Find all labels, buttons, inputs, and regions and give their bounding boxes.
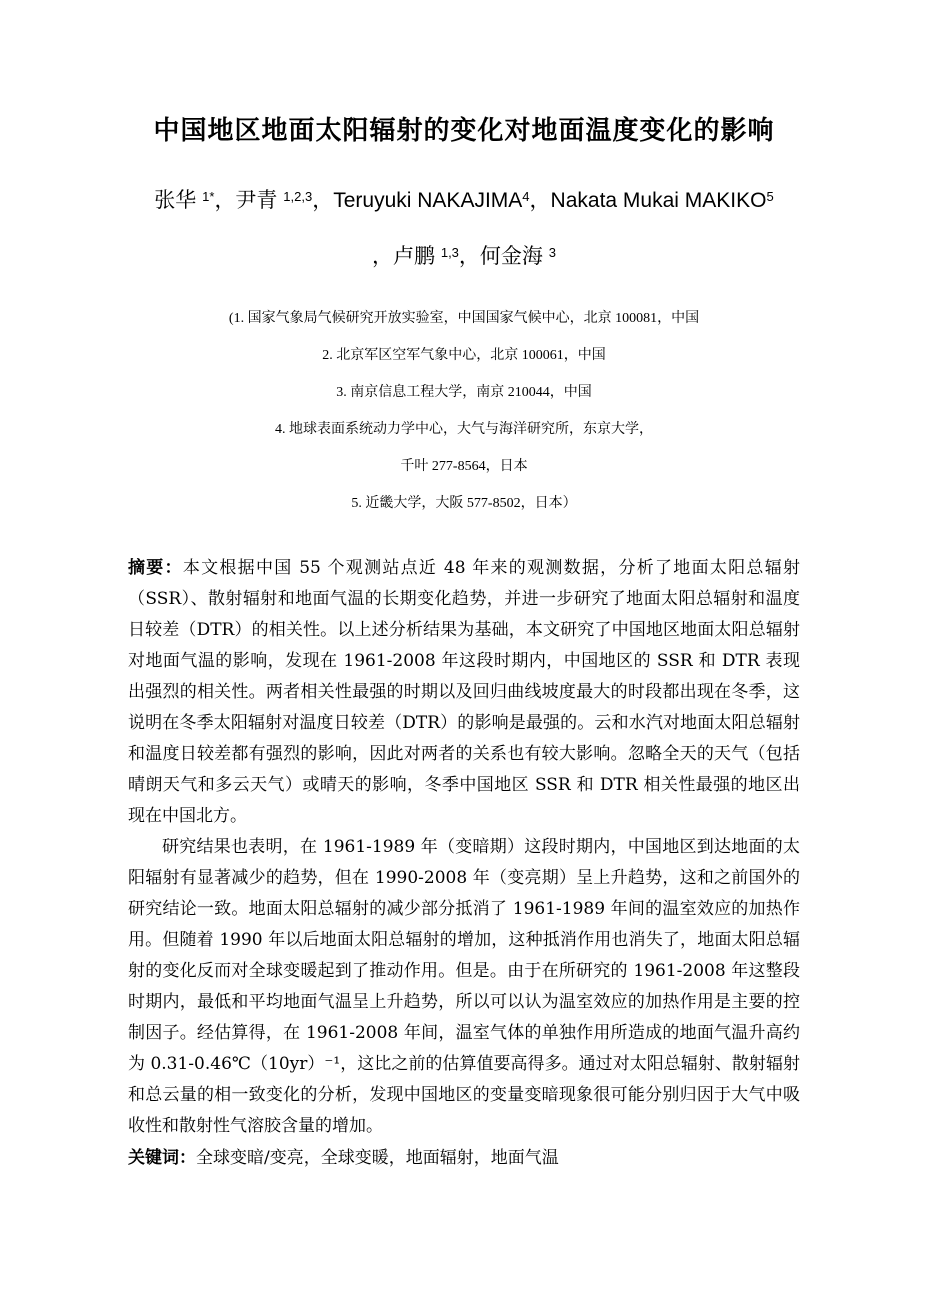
abstract-block: [128, 552, 800, 1174]
abstract-text-1: 本文根据中国 55 个观测站点近 48 年来的观测数据，分析了地面太阳总辐射（SSR）、散射辐射和地面气温的长期变化趋势，并进一步研究了地面太阳总辐射和温度日较差（DTR）的相关性。以上述分析结果为基础，本文研究了中国地区地面太阳总辐射对地面气温的影响，发现在 1961-2008 年这段时期内，中国地区的 SSR 和 DTR 表现出强烈的相关性。两者相关性最强的时期以及回归曲线坡度最大的时段都出现在冬季，这说明在冬季太阳辐射对温度日较差（DTR）的影响是最强的。云和水汽对地面太阳总辐射和温度日较差都有强烈的影响，因此对两者的关系也有较大影响。忽略全天的天气（包括晴朗天气和多云天气）或晴天的影响，冬季中国地区 SSR 和 DTR 相关性最强的地区出现在中国北方。: [128, 558, 800, 826]
author-name: ，卢鹏: [371, 245, 441, 268]
author-segment: [459, 245, 556, 268]
affiliation-line: (1. 国家气象局气候研究开放实验室，中国国家气候中心，北京 100081，中国: [228, 311, 700, 326]
affiliation-line: 3. 南京信息工程大学，南京 210044，中国: [336, 385, 592, 400]
author-segment: [312, 189, 529, 212]
author-superscript: 1,3: [440, 244, 459, 260]
authors-line-2: [128, 242, 800, 274]
affiliation-line: 5. 近畿大学，大阪 577-8502，日本）: [351, 496, 577, 511]
document-content: [128, 112, 800, 1174]
author-name: ，何金海: [458, 245, 549, 268]
authors-line-1: [128, 186, 800, 218]
author-superscript: 4: [522, 188, 530, 204]
affiliation-line: 千叶 277-8564，日本: [400, 459, 528, 474]
author-name: 张华: [154, 189, 203, 212]
keywords-label: 关键词：: [128, 1148, 196, 1167]
author-superscript: 1,2,3: [283, 188, 313, 204]
abstract-paragraph-2: 研究结果也表明，在 1961-1989 年（变暗期）这段时期内，中国地区到达地面的太阳辐射有显著减少的趋势，但在 1990-2008 年（变亮期）呈上升趋势，这和之前国外的研究结论一致。地面太阳总辐射的减少部分抵消了 1961-1989 年间的温室效应的加热作用。但随着 1990 年以后地面太阳总辐射的增加，这种抵消作用也消失了，地面太阳总辐射的变化反而对全球变暖起到了推动作用。但是。由于在所研究的 1961-2008 年这整段时期内，最低和平均地面气温呈上升趋势，所以可以认为温室效应的加热作用是主要的控制因子。经估算得，在 1961-2008 年间，温室气体的单独作用所造成的地面气温升高约为 0.31-0.46℃（10yr）⁻¹，这比之前的估算值要高得多。通过对太阳总辐射、散射辐射和总云量的相一致变化的分析，发现中国地区的变量变暗现象很可能分别归因于大气中吸收性和散射性气溶胶含量的增加。: [128, 837, 800, 1136]
author-segment: [530, 189, 774, 212]
affiliation-line: 2. 北京军区空军气象中心，北京 100061，中国: [322, 348, 606, 363]
keywords-line: [128, 1142, 800, 1174]
author-segment: [372, 245, 459, 268]
affiliation-line: 4. 地球表面系统动力学中心，大气与海洋研究所，东京大学，: [275, 422, 653, 437]
affiliations-block: [128, 300, 800, 522]
author-superscript: 1*: [202, 188, 215, 204]
paper-title: 中国地区地面太阳辐射的变化对地面温度变化的影响: [153, 115, 775, 145]
author-name: ，尹青: [214, 189, 284, 212]
author-superscript: 5: [766, 188, 774, 204]
author-segment: [214, 189, 312, 212]
keywords-text: 全球变暗/变亮，全球变暖，地面辐射，地面气温: [196, 1148, 559, 1168]
author-name: ，Nakata Mukai MAKIKO: [529, 189, 767, 212]
abstract-paragraph-1: [128, 552, 800, 832]
author-superscript: 3: [548, 244, 557, 260]
author-name: ，Teruyuki NAKAJIMA: [312, 189, 523, 212]
abstract-label: 摘要：: [128, 558, 183, 577]
author-segment: [154, 189, 214, 212]
